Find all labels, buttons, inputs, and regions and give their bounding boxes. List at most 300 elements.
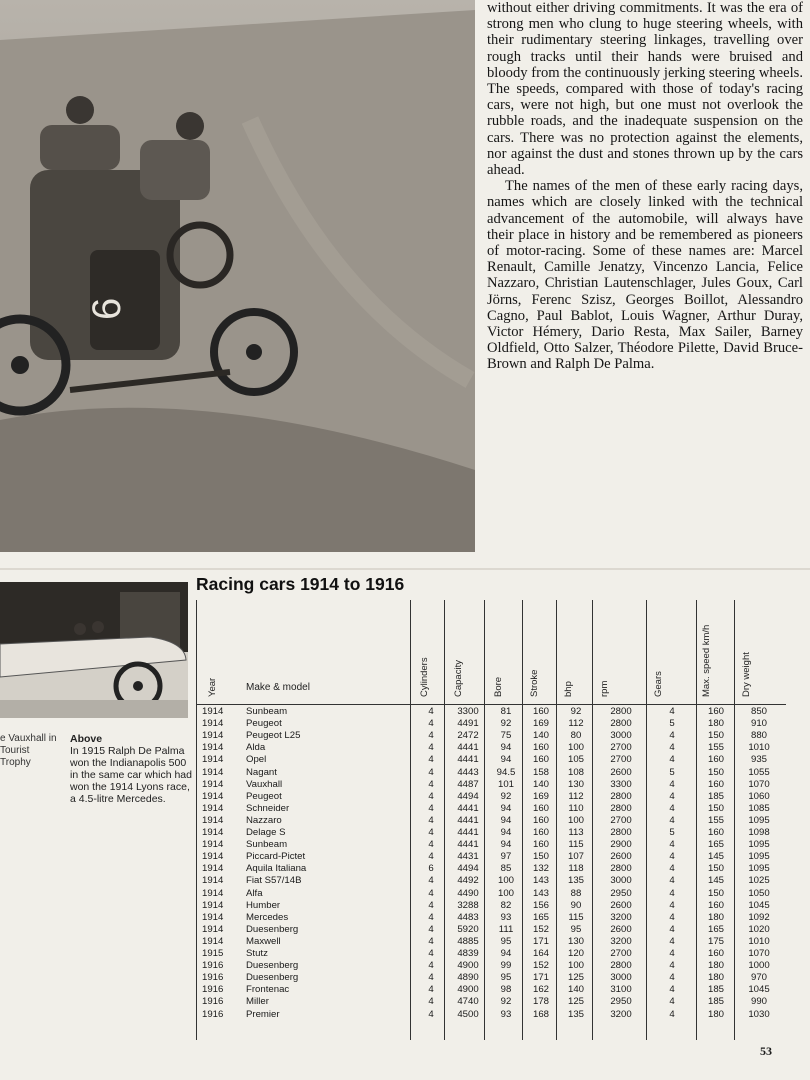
table-cell-stroke: 169 <box>532 790 549 802</box>
table-cell-bhp: 125 <box>567 996 584 1008</box>
table-cell-year: 1914 <box>202 935 224 947</box>
table-cell-year: 1914 <box>202 863 224 875</box>
table-cell-rpm: 3200 <box>610 1008 632 1020</box>
table-cell-capacity: 4900 <box>457 984 479 996</box>
table-cell-bore: 100 <box>497 887 514 899</box>
table-cell-bhp: 120 <box>567 948 584 959</box>
table-cell-rpm: 3000 <box>610 972 632 984</box>
table-cell-bhp: 88 <box>570 887 582 899</box>
table-cell-bhp: 130 <box>567 778 584 790</box>
page-number: 53 <box>760 1044 772 1058</box>
table-cell-cylinders: 4 <box>428 972 434 984</box>
table-cell-gears: 4 <box>669 911 675 923</box>
table-cell-year: 1914 <box>202 730 224 742</box>
table-cell-year: 1914 <box>202 790 224 802</box>
table-cell-capacity: 4431 <box>457 851 479 863</box>
table-cell-bore: 92 <box>500 790 512 802</box>
table-cell-bhp: 115 <box>568 839 584 851</box>
table-cell-weight: 1045 <box>748 984 770 996</box>
table-cell-capacity: 4492 <box>457 875 479 887</box>
table-cell-make: Alda <box>246 742 266 754</box>
table-cell-bhp: 108 <box>567 766 584 778</box>
table-cell-speed: 160 <box>707 948 724 959</box>
table-cell-rpm: 2700 <box>610 742 632 754</box>
table-cell-bore: 81 <box>500 706 512 717</box>
table-cell-weight: 1055 <box>748 766 770 778</box>
table-cell-bhp: 92 <box>570 706 582 717</box>
table-cell-bhp: 115 <box>568 911 584 923</box>
table-cell-bhp: 125 <box>567 972 584 984</box>
table-cell-stroke: 160 <box>532 802 549 814</box>
table-cell-cylinders: 4 <box>428 923 434 935</box>
table-cell-weight: 1010 <box>748 935 770 947</box>
table-header-make: Make & model <box>246 682 310 693</box>
table-cell-bore: 97 <box>500 851 512 863</box>
table-cell-capacity: 4441 <box>457 754 479 766</box>
table-cell-make: Opel <box>246 754 267 766</box>
table-cell-gears: 4 <box>669 875 675 887</box>
table-cell-speed: 150 <box>707 887 724 899</box>
table-cell-gears: 5 <box>669 766 675 778</box>
table-cell-weight: 970 <box>750 972 767 984</box>
table-cell-rpm: 2950 <box>610 887 632 899</box>
table-cell-make: Miller <box>246 996 269 1008</box>
table-header-rule <box>196 704 786 705</box>
table-cell-cylinders: 4 <box>428 960 434 972</box>
table-cell-bore: 101 <box>497 778 514 790</box>
table-cell-bhp: 130 <box>567 935 584 947</box>
table-cell-cylinders: 4 <box>428 875 434 887</box>
table-cell-cylinders: 4 <box>428 911 434 923</box>
table-cell-gears: 4 <box>669 863 675 875</box>
table-cell-year: 1914 <box>202 742 224 754</box>
table-cell-year: 1914 <box>202 754 224 766</box>
table-cell-make: Premier <box>246 1008 280 1020</box>
page-divider <box>0 568 810 570</box>
table-cell-bore: 94 <box>500 802 512 814</box>
table-title: Racing cars 1914 to 1916 <box>196 574 405 594</box>
table-cell-stroke: 160 <box>532 814 549 826</box>
table-header-capacity: Capacity <box>453 660 464 697</box>
table-cell-rpm: 2900 <box>610 839 632 851</box>
table-cell-bhp: 90 <box>570 899 582 911</box>
table-cell-bhp: 135 <box>567 875 584 887</box>
table-cell-speed: 180 <box>707 972 724 984</box>
table-header-year: Year <box>207 677 218 697</box>
table-cell-year: 1914 <box>202 718 224 730</box>
table-header-speed: Max. speed km/h <box>701 624 712 697</box>
table-cell-capacity: 4490 <box>457 887 479 899</box>
table-cell-speed: 185 <box>707 984 724 996</box>
table-cell-gears: 4 <box>669 887 675 899</box>
table-cell-gears: 4 <box>669 899 675 911</box>
table-cell-capacity: 4900 <box>457 960 479 972</box>
table-cell-bore: 82 <box>500 899 512 911</box>
table-cell-make: Alfa <box>246 887 263 899</box>
table-header-gears: Gears <box>653 671 664 697</box>
table-cell-weight: 1060 <box>748 790 770 802</box>
table-cell-rpm: 2600 <box>610 923 632 935</box>
caption-fragment: e Vauxhall in Tourist Trophy <box>0 733 57 768</box>
table-cell-stroke: 160 <box>532 754 549 766</box>
table-cell-make: Sunbeam <box>246 839 288 851</box>
table-cell-capacity: 4500 <box>457 1008 479 1020</box>
table-cell-bore: 99 <box>500 960 512 972</box>
table-cell-speed: 160 <box>707 827 724 838</box>
table-cell-rpm: 3300 <box>610 778 632 790</box>
table-cell-speed: 160 <box>707 899 724 911</box>
table-cell-bhp: 135 <box>567 1008 584 1020</box>
table-column-rule <box>410 600 411 1040</box>
table-cell-make: Stutz <box>246 948 268 959</box>
table-cell-speed: 185 <box>707 790 724 802</box>
table-cell-make: Duesenberg <box>246 972 299 984</box>
table-cell-capacity: 4441 <box>457 802 479 814</box>
table-cell-year: 1916 <box>202 972 224 984</box>
table-cell-weight: 1030 <box>748 1008 770 1020</box>
table-cell-speed: 180 <box>707 911 724 923</box>
table-cell-bore: 94 <box>500 827 512 838</box>
table-cell-year: 1914 <box>202 911 224 923</box>
table-cell-gears: 4 <box>669 996 675 1008</box>
table-cell-year: 1914 <box>202 814 224 826</box>
table-header-bore: Bore <box>493 676 504 697</box>
table-cell-bhp: 112 <box>568 718 584 730</box>
table-cell-year: 1914 <box>202 875 224 887</box>
table-cell-capacity: 4443 <box>457 766 479 778</box>
table-cell-weight: 1045 <box>748 899 770 911</box>
table-cell-bore: 92 <box>500 996 512 1008</box>
table-cell-gears: 4 <box>669 754 675 766</box>
caption-heading: Above <box>70 733 103 745</box>
table-cell-bhp: 100 <box>567 814 584 826</box>
table-cell-capacity: 4494 <box>457 863 479 875</box>
table-cell-rpm: 2800 <box>610 863 632 875</box>
table-cell-stroke: 171 <box>532 972 549 984</box>
table-cell-stroke: 178 <box>532 996 549 1008</box>
table-cell-year: 1914 <box>202 802 224 814</box>
table-cell-stroke: 160 <box>532 706 549 717</box>
table-cell-rpm: 2700 <box>610 754 632 766</box>
table-cell-speed: 165 <box>707 923 724 935</box>
table-cell-year: 1914 <box>202 887 224 899</box>
table-cell-rpm: 2600 <box>610 766 632 778</box>
table-cell-gears: 4 <box>669 730 675 742</box>
table-cell-stroke: 132 <box>532 863 549 875</box>
table-cell-speed: 155 <box>707 814 724 826</box>
table-cell-bhp: 140 <box>567 984 584 996</box>
table-cell-weight: 1020 <box>748 923 770 935</box>
table-cell-weight: 990 <box>750 996 767 1008</box>
table-cell-bore: 92 <box>500 718 512 730</box>
table-cell-bhp: 110 <box>568 802 584 814</box>
table-cell-make: Delage S <box>246 827 286 838</box>
table-cell-cylinders: 4 <box>428 948 434 959</box>
table-cell-bore: 75 <box>500 730 512 742</box>
table-cell-weight: 1070 <box>748 948 770 959</box>
table-cell-cylinders: 4 <box>428 730 434 742</box>
table-cell-rpm: 3000 <box>610 730 632 742</box>
table-cell-make: Piccard-Pictet <box>246 851 306 863</box>
table-cell-bore: 94 <box>500 948 512 959</box>
table-cell-speed: 180 <box>707 718 724 730</box>
table-cell-rpm: 2800 <box>610 790 632 802</box>
table-cell-make: Sunbeam <box>246 706 288 717</box>
table-cell-make: Nazzaro <box>246 814 282 826</box>
table-cell-speed: 165 <box>707 839 724 851</box>
table-cell-weight: 1050 <box>748 887 770 899</box>
table-cell-bore: 93 <box>500 1008 512 1020</box>
table-cell-weight: 1085 <box>748 802 770 814</box>
table-cell-rpm: 2700 <box>610 948 632 959</box>
table-cell-cylinders: 4 <box>428 851 434 863</box>
table-cell-speed: 150 <box>707 863 724 875</box>
table-cell-speed: 150 <box>707 730 724 742</box>
table-cell-speed: 160 <box>707 754 724 766</box>
table-cell-make: Fiat S57/14B <box>246 875 302 887</box>
table-cell-rpm: 2950 <box>610 996 632 1008</box>
table-cell-year: 1914 <box>202 923 224 935</box>
table-cell-gears: 4 <box>669 851 675 863</box>
table-cell-year: 1915 <box>202 948 224 959</box>
table-cell-weight: 1095 <box>748 851 770 863</box>
table-cell-capacity: 4491 <box>457 718 479 730</box>
table-cell-capacity: 4441 <box>457 839 479 851</box>
table-cell-speed: 185 <box>707 996 724 1008</box>
table-cell-cylinders: 4 <box>428 899 434 911</box>
table-cell-stroke: 143 <box>532 887 549 899</box>
table-cell-bhp: 113 <box>568 827 584 838</box>
article-paragraph-1: without either driving commitments. It was the era of strong men who clung to huge steering wheels, with their rudimentary steering linkages, travelling over rough tracks until their hands were bruised and bloody from the continuously jerking steering wheels. The speeds, compared with those of today's racing cars, were not high, but one must not overlook the rubble roads, and the inadequate suspension on the cars. There was no protection against the elements, nor against the dust and stones thrown up by the cars ahead. <box>487 0 803 179</box>
table-cell-gears: 4 <box>669 935 675 947</box>
table-cell-speed: 150 <box>707 766 724 778</box>
table-cell-capacity: 4441 <box>457 814 479 826</box>
table-cell-year: 1914 <box>202 766 224 778</box>
table-cell-rpm: 2600 <box>610 899 632 911</box>
table-cell-rpm: 2800 <box>610 802 632 814</box>
table-cell-weight: 1095 <box>748 839 770 851</box>
table-cell-stroke: 143 <box>532 875 549 887</box>
table-cell-stroke: 152 <box>532 923 549 935</box>
table-header-cylinders: Cylinders <box>419 657 430 697</box>
table-cell-stroke: 168 <box>532 1008 549 1020</box>
table-cell-make: Schneider <box>246 802 290 814</box>
table-cell-capacity: 4890 <box>457 972 479 984</box>
table-cell-capacity: 4441 <box>457 742 479 754</box>
table-cell-capacity: 4885 <box>457 935 479 947</box>
table-cell-cylinders: 4 <box>428 706 434 717</box>
table-cell-year: 1916 <box>202 996 224 1008</box>
table-cell-speed: 160 <box>707 778 724 790</box>
table-cell-bhp: 80 <box>570 730 582 742</box>
table-cell-stroke: 140 <box>532 730 549 742</box>
table-cell-capacity: 4441 <box>457 827 479 838</box>
table-cell-stroke: 165 <box>532 911 549 923</box>
table-cell-bhp: 105 <box>567 754 584 766</box>
table-cell-bhp: 107 <box>567 851 584 863</box>
table-cell-gears: 4 <box>669 923 675 935</box>
table-cell-weight: 1098 <box>748 827 770 838</box>
table-cell-cylinders: 4 <box>428 887 434 899</box>
table-cell-stroke: 160 <box>532 742 549 754</box>
table-cell-gears: 4 <box>669 1008 675 1020</box>
table-cell-cylinders: 4 <box>428 839 434 851</box>
table-cell-speed: 180 <box>707 1008 724 1020</box>
table-cell-gears: 4 <box>669 802 675 814</box>
table-cell-bore: 94 <box>500 839 512 851</box>
table-cell-capacity: 4487 <box>457 778 479 790</box>
table-cell-make: Nagant <box>246 766 277 778</box>
table-cell-gears: 4 <box>669 984 675 996</box>
table-cell-cylinders: 4 <box>428 754 434 766</box>
table-column-rule <box>196 600 197 1040</box>
table-cell-weight: 1025 <box>748 875 770 887</box>
table-cell-year: 1914 <box>202 851 224 863</box>
table-cell-year: 1914 <box>202 827 224 838</box>
table-cell-weight: 1095 <box>748 814 770 826</box>
table-cell-make: Duesenberg <box>246 923 299 935</box>
table-cell-bhp: 118 <box>568 863 584 875</box>
table-cell-bore: 85 <box>500 863 512 875</box>
racing-car-illustration <box>0 0 475 552</box>
table-cell-cylinders: 4 <box>428 742 434 754</box>
table-cell-year: 1914 <box>202 839 224 851</box>
table-cell-rpm: 2800 <box>610 706 632 717</box>
table-header-bhp: bhp <box>563 681 574 697</box>
table-cell-gears: 4 <box>669 742 675 754</box>
table-cell-bhp: 112 <box>568 790 584 802</box>
table-cell-stroke: 140 <box>532 778 549 790</box>
photo-caption <box>70 733 195 805</box>
table-cell-make: Humber <box>246 899 281 911</box>
table-cell-weight: 1010 <box>748 742 770 754</box>
table-cell-bore: 94.5 <box>496 766 516 778</box>
table-cell-cylinders: 4 <box>428 996 434 1008</box>
table-cell-gears: 4 <box>669 706 675 717</box>
table-cell-bore: 100 <box>497 875 514 887</box>
table-cell-bore: 111 <box>498 923 514 935</box>
racing-cars-table <box>196 600 786 1040</box>
table-cell-bore: 94 <box>500 814 512 826</box>
table-cell-make: Peugeot <box>246 790 282 802</box>
table-cell-weight: 1095 <box>748 863 770 875</box>
table-cell-stroke: 169 <box>532 718 549 730</box>
table-cell-rpm: 3200 <box>610 935 632 947</box>
table-cell-speed: 145 <box>707 875 724 887</box>
table-cell-capacity: 4494 <box>457 790 479 802</box>
table-header-stroke: Stroke <box>529 669 540 697</box>
table-cell-speed: 145 <box>707 851 724 863</box>
table-cell-cylinders: 4 <box>428 827 434 838</box>
table-cell-weight: 935 <box>750 754 767 766</box>
table-cell-cylinders: 4 <box>428 790 434 802</box>
table-cell-make: Duesenberg <box>246 960 299 972</box>
table-cell-capacity: 5920 <box>457 923 479 935</box>
table-cell-stroke: 152 <box>532 960 549 972</box>
table-cell-stroke: 150 <box>532 851 549 863</box>
table-cell-cylinders: 4 <box>428 1008 434 1020</box>
table-cell-weight: 910 <box>750 718 767 730</box>
article-text <box>487 0 803 373</box>
table-cell-speed: 155 <box>707 742 724 754</box>
table-cell-bore: 94 <box>500 742 512 754</box>
table-cell-weight: 850 <box>750 706 767 717</box>
table-cell-stroke: 162 <box>532 984 549 996</box>
table-cell-speed: 160 <box>707 706 724 717</box>
table-cell-make: Peugeot L25 <box>246 730 301 742</box>
table-cell-speed: 175 <box>707 935 724 947</box>
caption-body: In 1915 Ralph De Palma won the Indianapolis 500 in the same car which had won the 1914 Lyons race, a 4.5-litre Mercedes. <box>70 745 192 805</box>
table-cell-gears: 4 <box>669 778 675 790</box>
table-cell-make: Mercedes <box>246 911 289 923</box>
svg-text:6: 6 <box>85 297 129 320</box>
table-cell-weight: 1092 <box>748 911 770 923</box>
table-cell-year: 1914 <box>202 778 224 790</box>
racing-car-photo <box>0 0 475 552</box>
table-cell-capacity: 2472 <box>457 730 479 742</box>
table-cell-gears: 4 <box>669 960 675 972</box>
table-cell-capacity: 4839 <box>457 948 479 959</box>
table-cell-cylinders: 4 <box>428 814 434 826</box>
table-cell-gears: 5 <box>669 827 675 838</box>
table-cell-rpm: 2800 <box>610 827 632 838</box>
table-cell-rpm: 3000 <box>610 875 632 887</box>
mercedes-photo <box>0 582 188 718</box>
table-cell-bhp: 95 <box>570 923 582 935</box>
table-cell-stroke: 171 <box>532 935 549 947</box>
table-cell-stroke: 160 <box>532 827 549 838</box>
table-cell-capacity: 3288 <box>457 899 479 911</box>
table-cell-capacity: 3300 <box>457 706 479 717</box>
table-cell-make: Maxwell <box>246 935 281 947</box>
article-paragraph-2: The names of the men of these early racing days, names which are closely linked with the technical advancement of the automobile, will always have their place in history and be remembered as pioneers of motor-racing. Some of these names are: Marcel Renault, Camille Jenatzy, Vincenzo Lancia, Felice Nazzaro, Christian Lautenschlager, Jules Goux, Carl Jörns, Ferenc Szisz, Georges Boillot, Alessandro Cagno, Paul Bablot, Louis Wagner, Arthur Duray, Victor Hémery, Dario Resta, Max Sailer, Barney Oldfield, Otto Salzer, Théodore Pilette, David Bruce-Brown and Ralph De Palma. <box>487 178 803 373</box>
table-cell-year: 1914 <box>202 899 224 911</box>
table-cell-bore: 95 <box>500 972 512 984</box>
table-cell-rpm: 3100 <box>610 984 632 996</box>
table-cell-weight: 1000 <box>748 960 770 972</box>
table-cell-gears: 5 <box>669 718 675 730</box>
table-cell-rpm: 2800 <box>610 960 632 972</box>
table-cell-gears: 4 <box>669 814 675 826</box>
table-cell-cylinders: 4 <box>428 802 434 814</box>
table-cell-year: 1914 <box>202 706 224 717</box>
table-cell-cylinders: 4 <box>428 984 434 996</box>
table-cell-rpm: 2600 <box>610 851 632 863</box>
table-cell-weight: 1070 <box>748 778 770 790</box>
table-cell-make: Frontenac <box>246 984 290 996</box>
table-cell-stroke: 158 <box>532 766 549 778</box>
table-cell-gears: 4 <box>669 948 675 959</box>
table-cell-make: Vauxhall <box>246 778 283 790</box>
table-cell-bore: 93 <box>500 911 512 923</box>
table-header-weight: Dry weight <box>741 652 752 697</box>
table-cell-bore: 95 <box>500 935 512 947</box>
table-cell-bore: 98 <box>500 984 512 996</box>
table-cell-make: Peugeot <box>246 718 282 730</box>
table-cell-cylinders: 4 <box>428 935 434 947</box>
table-cell-bore: 94 <box>500 754 512 766</box>
table-cell-rpm: 3200 <box>610 911 632 923</box>
table-cell-gears: 4 <box>669 972 675 984</box>
table-cell-stroke: 160 <box>532 839 549 851</box>
table-cell-stroke: 164 <box>532 948 549 959</box>
table-cell-cylinders: 4 <box>428 766 434 778</box>
table-cell-cylinders: 6 <box>428 863 434 875</box>
table-cell-make: Aquila Italiana <box>246 863 307 875</box>
table-cell-weight: 880 <box>750 730 767 742</box>
table-cell-cylinders: 4 <box>428 718 434 730</box>
table-cell-cylinders: 4 <box>428 778 434 790</box>
